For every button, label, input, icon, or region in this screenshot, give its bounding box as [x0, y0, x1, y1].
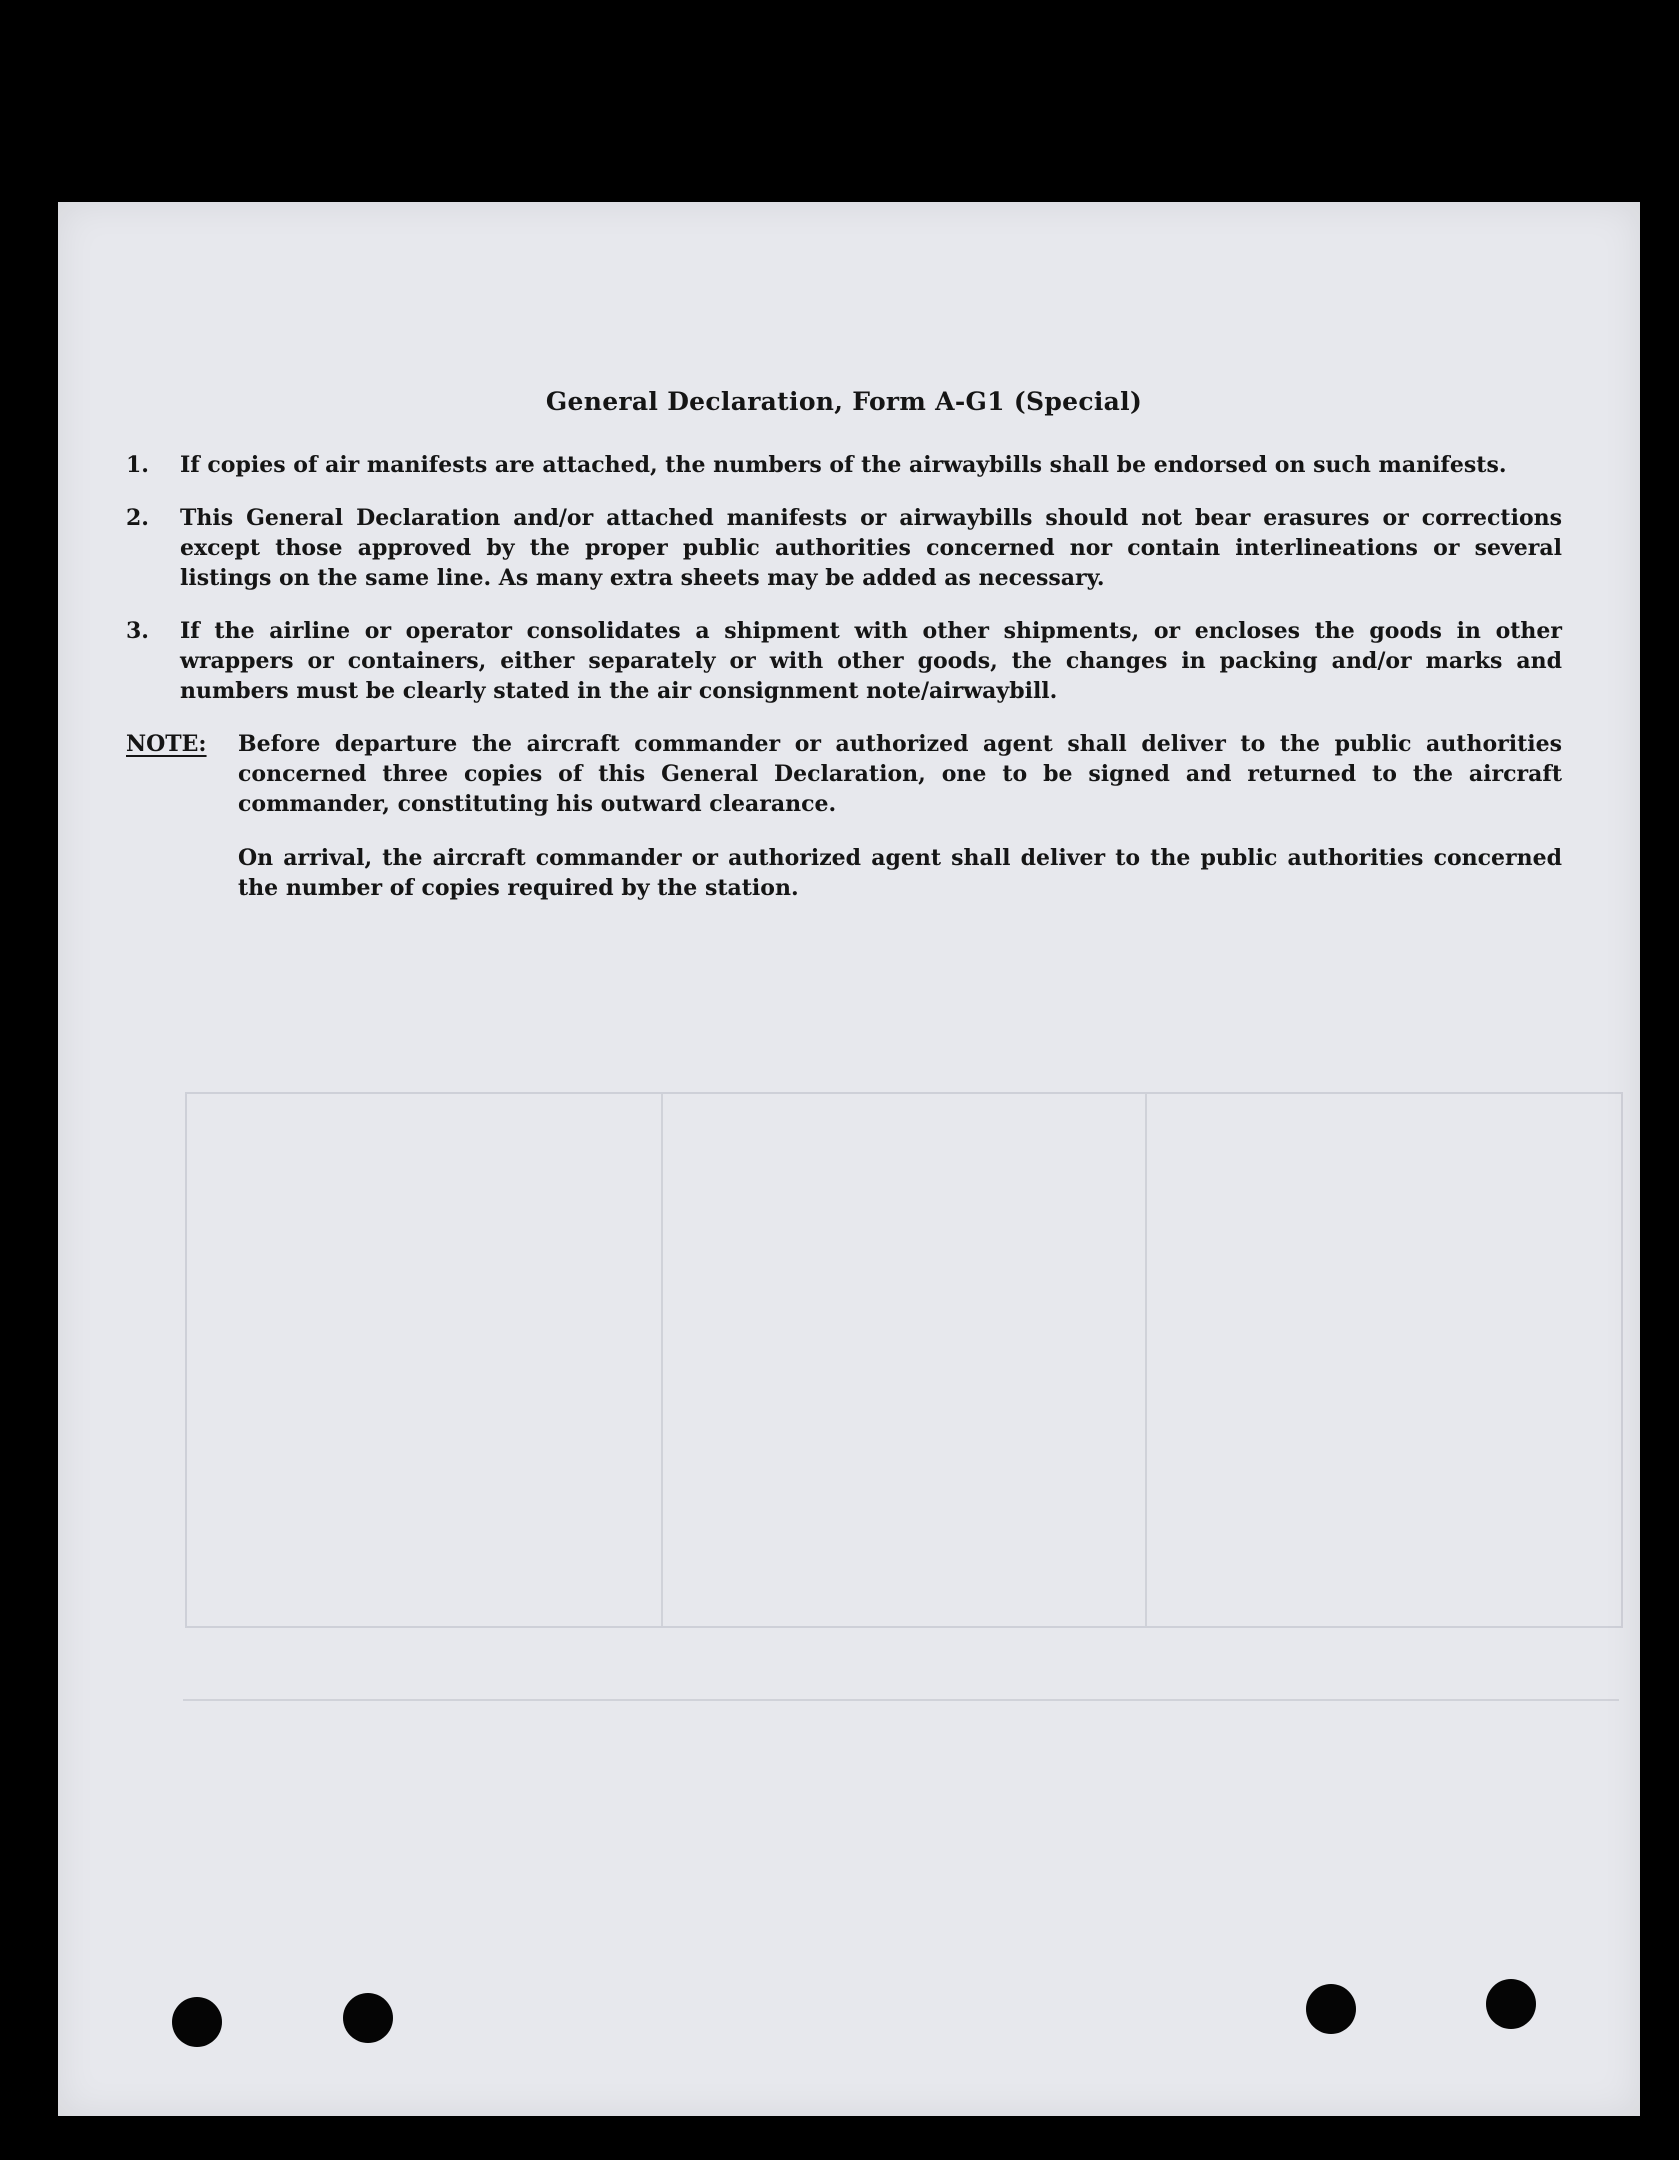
note-paragraph: Before departure the aircraft commander or authorized agent shall deliver to the public authorities concerned three copies of this General Declaration, one to be signed and returned to the aircraft commander, constituting his outward clearance.	[238, 731, 1562, 817]
note-label: NOTE:	[126, 731, 207, 757]
paper-sheet	[58, 202, 1640, 2116]
item-text: This General Declaration and/or attached manifests or airwaybills should not bear erasures or corrections except those approved by the proper public authorities concerned nor contain interlineations or several listings on the same line. As many extra sheets may be added as necessary.	[180, 505, 1562, 591]
instruction-item	[126, 503, 1562, 593]
bleed-through-table	[185, 1092, 1623, 1628]
punch-hole	[1306, 1984, 1356, 2034]
punch-hole	[343, 1993, 393, 2043]
punch-hole	[1486, 1979, 1536, 2029]
instruction-item	[126, 450, 1562, 480]
item-text: If copies of air manifests are attached, the numbers of the airwaybills shall be endorsed on such manifests.	[180, 452, 1507, 478]
item-text: If the airline or operator consolidates a shipment with other shipments, or encloses the goods in other wrappers or containers, either separately or with other goods, the changes in packing and/or marks and numbers must be clearly stated in the air consignment note/airwaybill.	[180, 618, 1562, 704]
instructions-block	[126, 387, 1562, 927]
item-number: 1.	[126, 452, 149, 478]
page-title: General Declaration, Form A-G1 (Special)	[545, 387, 1143, 416]
item-number: 2.	[126, 505, 149, 531]
note-body	[238, 729, 1562, 927]
bleed-through-rule	[183, 1699, 1619, 1701]
note-paragraph: On arrival, the aircraft commander or authorized agent shall deliver to the public authorities concerned the number of copies required by the station.	[238, 845, 1562, 901]
punch-hole	[172, 1997, 222, 2047]
note-section	[126, 729, 1562, 927]
item-number: 3.	[126, 618, 149, 644]
bleed-through-divider	[661, 1094, 663, 1626]
bleed-through-divider	[1145, 1094, 1147, 1626]
instruction-item	[126, 616, 1562, 706]
